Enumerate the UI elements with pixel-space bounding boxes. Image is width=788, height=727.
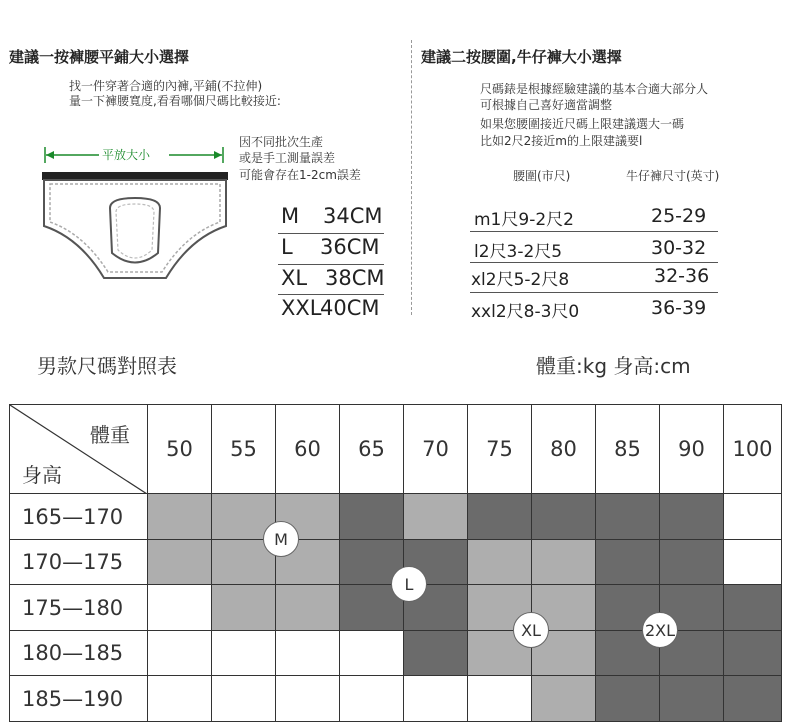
size-cell [276,676,340,722]
size-cell [724,676,782,722]
waist-value: xxl2尺8-3尺0 [471,302,580,322]
size-badge-2xl: 2XL [642,612,678,648]
size-label: XL [281,266,308,290]
size-cell [724,631,782,676]
size-badge-xl: XL [513,612,549,648]
size-cell [468,540,532,585]
height-label: 185—190 [10,676,148,722]
size-label: L [281,235,293,259]
chart-units: 體重:kg 身高:cm [536,354,691,378]
size-cell [404,494,468,540]
weight-header: 50 [148,405,212,494]
note-line-2: 或是手工測量誤差 [239,151,336,165]
jeans-value: 25-29 [651,205,707,227]
size-cell [340,676,404,722]
size-cell [532,494,596,540]
weight-header: 85 [596,405,660,494]
height-label: 165—170 [10,494,148,540]
right-text-1: 尺碼錶是根據經驗建議的基本合適大部分人 [480,82,709,96]
weight-header: 70 [404,405,468,494]
jeans-value: 32-36 [654,265,710,287]
weight-header: 75 [468,405,532,494]
size-cell [340,631,404,676]
size-cell [148,585,212,631]
size-cell [532,540,596,585]
corner-cell [10,405,148,494]
size-row [281,296,380,320]
jeans-divider [470,231,718,232]
size-cell [468,676,532,722]
height-label: 170—175 [10,540,148,585]
waist-column-header: 腰圍(市尺) [513,169,571,183]
left-section-title: 建議一按褲腰平鋪大小選擇 [9,48,190,66]
corner-height-label: 身高 [22,463,62,487]
jeans-divider [470,262,718,263]
size-badge-m: M [263,521,299,557]
height-row [10,494,782,540]
arrow-label: 平放大小 [102,148,151,162]
right-text-4: 比如2尺2接近m的上限建議要l [480,134,643,148]
height-label: 180—185 [10,631,148,676]
size-cell [660,540,724,585]
weight-header: 90 [660,405,724,494]
note-line-1: 因不同批次生產 [239,135,324,149]
size-cell [724,540,782,585]
waist-value: l2尺3-2尺5 [474,242,563,262]
size-waist: 34CM [323,204,383,228]
size-cell [660,494,724,540]
size-cell [724,494,782,540]
size-cell [212,585,276,631]
size-badge-l: L [391,566,427,602]
height-row [10,676,782,722]
size-cell [596,494,660,540]
size-cell [276,585,340,631]
size-cell [340,494,404,540]
size-cell [404,631,468,676]
right-text-3: 如果您腰圍接近尺碼上限建議選大一碼 [480,117,685,131]
size-waist: 38CM [325,266,385,290]
size-cell [212,631,276,676]
size-chart-table [9,404,782,722]
size-divider [278,264,384,265]
size-cell [532,676,596,722]
size-divider [278,233,384,234]
height-label: 175—180 [10,585,148,631]
size-cell [212,676,276,722]
weight-header: 100 [724,405,782,494]
jeans-column-header: 牛仔褲尺寸(英寸) [626,169,720,183]
jeans-value: 36-39 [651,297,707,319]
size-cell [660,676,724,722]
size-cell [468,494,532,540]
jeans-divider [470,292,718,293]
left-instruction-1: 找一件穿著合適的內褲,平鋪(不拉伸) [69,79,263,93]
size-cell [596,540,660,585]
size-cell [148,494,212,540]
size-row [281,204,383,228]
size-cell [596,676,660,722]
note-line-3: 可能會存在1-2cm誤差 [239,168,361,182]
size-cell [276,631,340,676]
jeans-value: 30-32 [651,237,707,259]
size-row [281,235,380,259]
weight-header: 55 [212,405,276,494]
size-cell [724,585,782,631]
size-label: M [281,204,300,228]
right-text-2: 可根據自己喜好適當調整 [480,98,613,112]
section-divider [411,40,412,315]
weight-header: 65 [340,405,404,494]
size-row [281,266,385,290]
size-waist: 36CM [320,235,380,259]
size-cell [148,676,212,722]
left-instruction-2: 量一下褲腰寬度,看看哪個尺碼比較接近: [69,94,281,108]
briefs-illustration [40,168,230,293]
flat-width-arrow [44,146,224,164]
weight-header: 80 [532,405,596,494]
waist-value: m1尺9-2尺2 [474,210,574,230]
size-cell [404,676,468,722]
weight-header: 60 [276,405,340,494]
size-cell [148,540,212,585]
waist-value: xl2尺5-2尺8 [471,270,570,290]
corner-weight-label: 體重 [90,423,130,447]
size-divider [278,294,384,295]
size-label: XXL [281,296,322,320]
size-cell [148,631,212,676]
right-section-title: 建議二按腰圍,牛仔褲大小選擇 [421,48,622,66]
chart-title: 男款尺碼對照表 [37,354,177,378]
size-waist: 40CM [320,296,380,320]
